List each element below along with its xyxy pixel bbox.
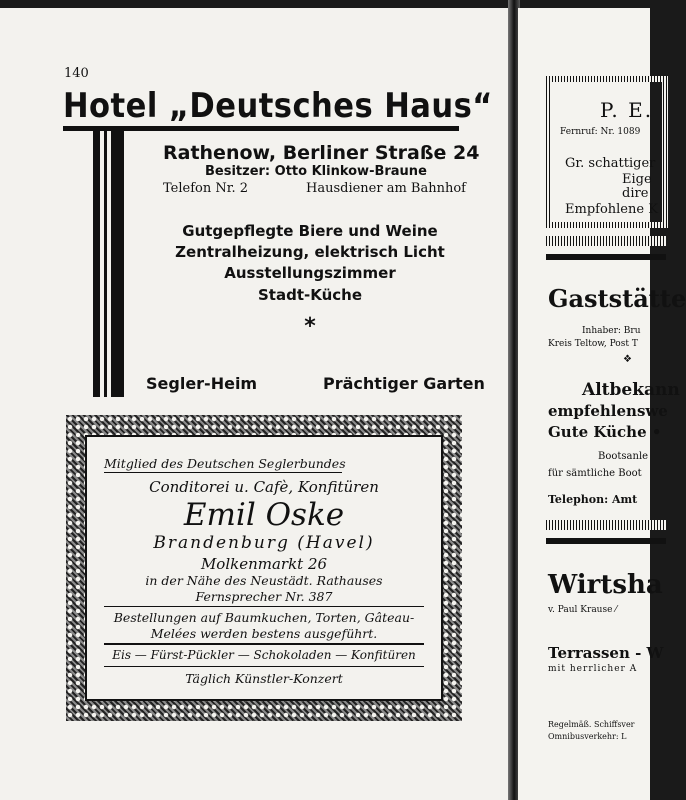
bootsanlegestelle-text: Bootsanle (598, 451, 649, 462)
oske-phone: Fernsprecher Nr. 387 (195, 589, 333, 604)
pe-eige: Eige (622, 172, 652, 187)
hotel-side-bar-3 (111, 131, 124, 397)
pe-empfohlene: Empfohlene K (565, 202, 658, 217)
hotel-owner: Besitzer: Otto Klinkow-Braune (205, 164, 427, 179)
oske-concert: Täglich Künstler-Konzert (185, 671, 343, 686)
hotel-side-bar-2 (104, 131, 107, 397)
hotel-feature-2: Zentralheizung, elektrisch Licht (175, 243, 445, 261)
omnibus-text: Omnibusverkehr: L (548, 732, 627, 741)
oske-name: Emil Oske (183, 497, 345, 533)
oske-divider-3 (104, 666, 424, 667)
empfehlenswert-text: empfehlenswe (548, 402, 668, 420)
oske-street: Molkenmarkt 26 (200, 555, 328, 573)
hotel-garten: Prächtiger Garten (323, 374, 485, 393)
right-page (518, 8, 686, 800)
hotel-feature-4: Stadt-Küche (257, 286, 362, 304)
hotel-phone: Telefon Nr. 2 (163, 181, 249, 196)
herrlicher-text: mit herrlicher A (548, 664, 638, 674)
hotel-porter: Hausdiener am Bahnhof (306, 181, 466, 196)
diamond-ornament: ❖ (623, 354, 632, 365)
gaststaette-title: Gaststätte (548, 284, 686, 313)
gaststaette-kreis: Kreis Teltow, Post T (548, 339, 638, 349)
pe-dire: dire (622, 186, 649, 201)
pe-name: P. E. (600, 98, 654, 122)
oske-membership-underline (104, 472, 342, 473)
oske-membership: Mitglied des Deutschen Seglerbundes (104, 456, 346, 471)
schiffsverkehr-text: Regelmäß. Schiffsver (548, 720, 635, 729)
oske-orders-line-1: Bestellungen auf Baumkuchen, Torten, Gâteau- (113, 610, 415, 625)
pe-fernruf: Fernruf: Nr. 1089 (560, 127, 641, 137)
page-number: 140 (64, 66, 89, 81)
hotel-title: Hotel „Deutsches Haus“ (63, 86, 493, 126)
hotel-feature-3: Ausstellungszimmer (224, 264, 396, 282)
hatch-rule-1 (546, 236, 666, 246)
altbekannt-text: Altbekann (582, 380, 680, 400)
oske-orders-line-2: Melées werden bestens ausgeführt. (150, 626, 378, 641)
gute-kueche-text: Gute Küche • (548, 423, 662, 441)
wirtshaus-owner: v. Paul Krause ⁄ (548, 605, 617, 615)
pe-schattiger: Gr. schattiger (565, 156, 656, 171)
hotel-asterisk: * (304, 314, 316, 339)
hotel-segler-heim: Segler-Heim (146, 374, 258, 393)
oske-city: Brandenburg (Havel) (153, 533, 375, 553)
hotel-side-bar-1 (93, 131, 100, 397)
hotel-address: Rathenow, Berliner Straße 24 (163, 142, 480, 164)
oske-business: Conditorei u. Cafè, Konfitüren (149, 478, 379, 496)
oske-divider-1 (104, 606, 424, 607)
hotel-feature-1: Gutgepflegte Biere und Weine (182, 222, 438, 240)
oske-near: in der Nähe des Neustädt. Rathauses (145, 573, 383, 588)
hatch-rule-2 (546, 520, 666, 530)
telephon-text: Telephon: Amt (548, 493, 638, 506)
wirtshaus-title: Wirtsha (548, 570, 663, 600)
oske-products: Eis — Fürst-Pückler — Schokoladen — Konfitüren (112, 648, 416, 662)
black-rule-1 (546, 254, 666, 260)
oske-divider-2 (104, 643, 424, 645)
saemtliche-boote-text: für sämtliche Boot (548, 468, 642, 479)
black-rule-2 (546, 538, 666, 544)
terrassen-text: Terrassen - W (548, 644, 664, 662)
gaststaette-owner: Inhaber: Bru (582, 326, 641, 336)
